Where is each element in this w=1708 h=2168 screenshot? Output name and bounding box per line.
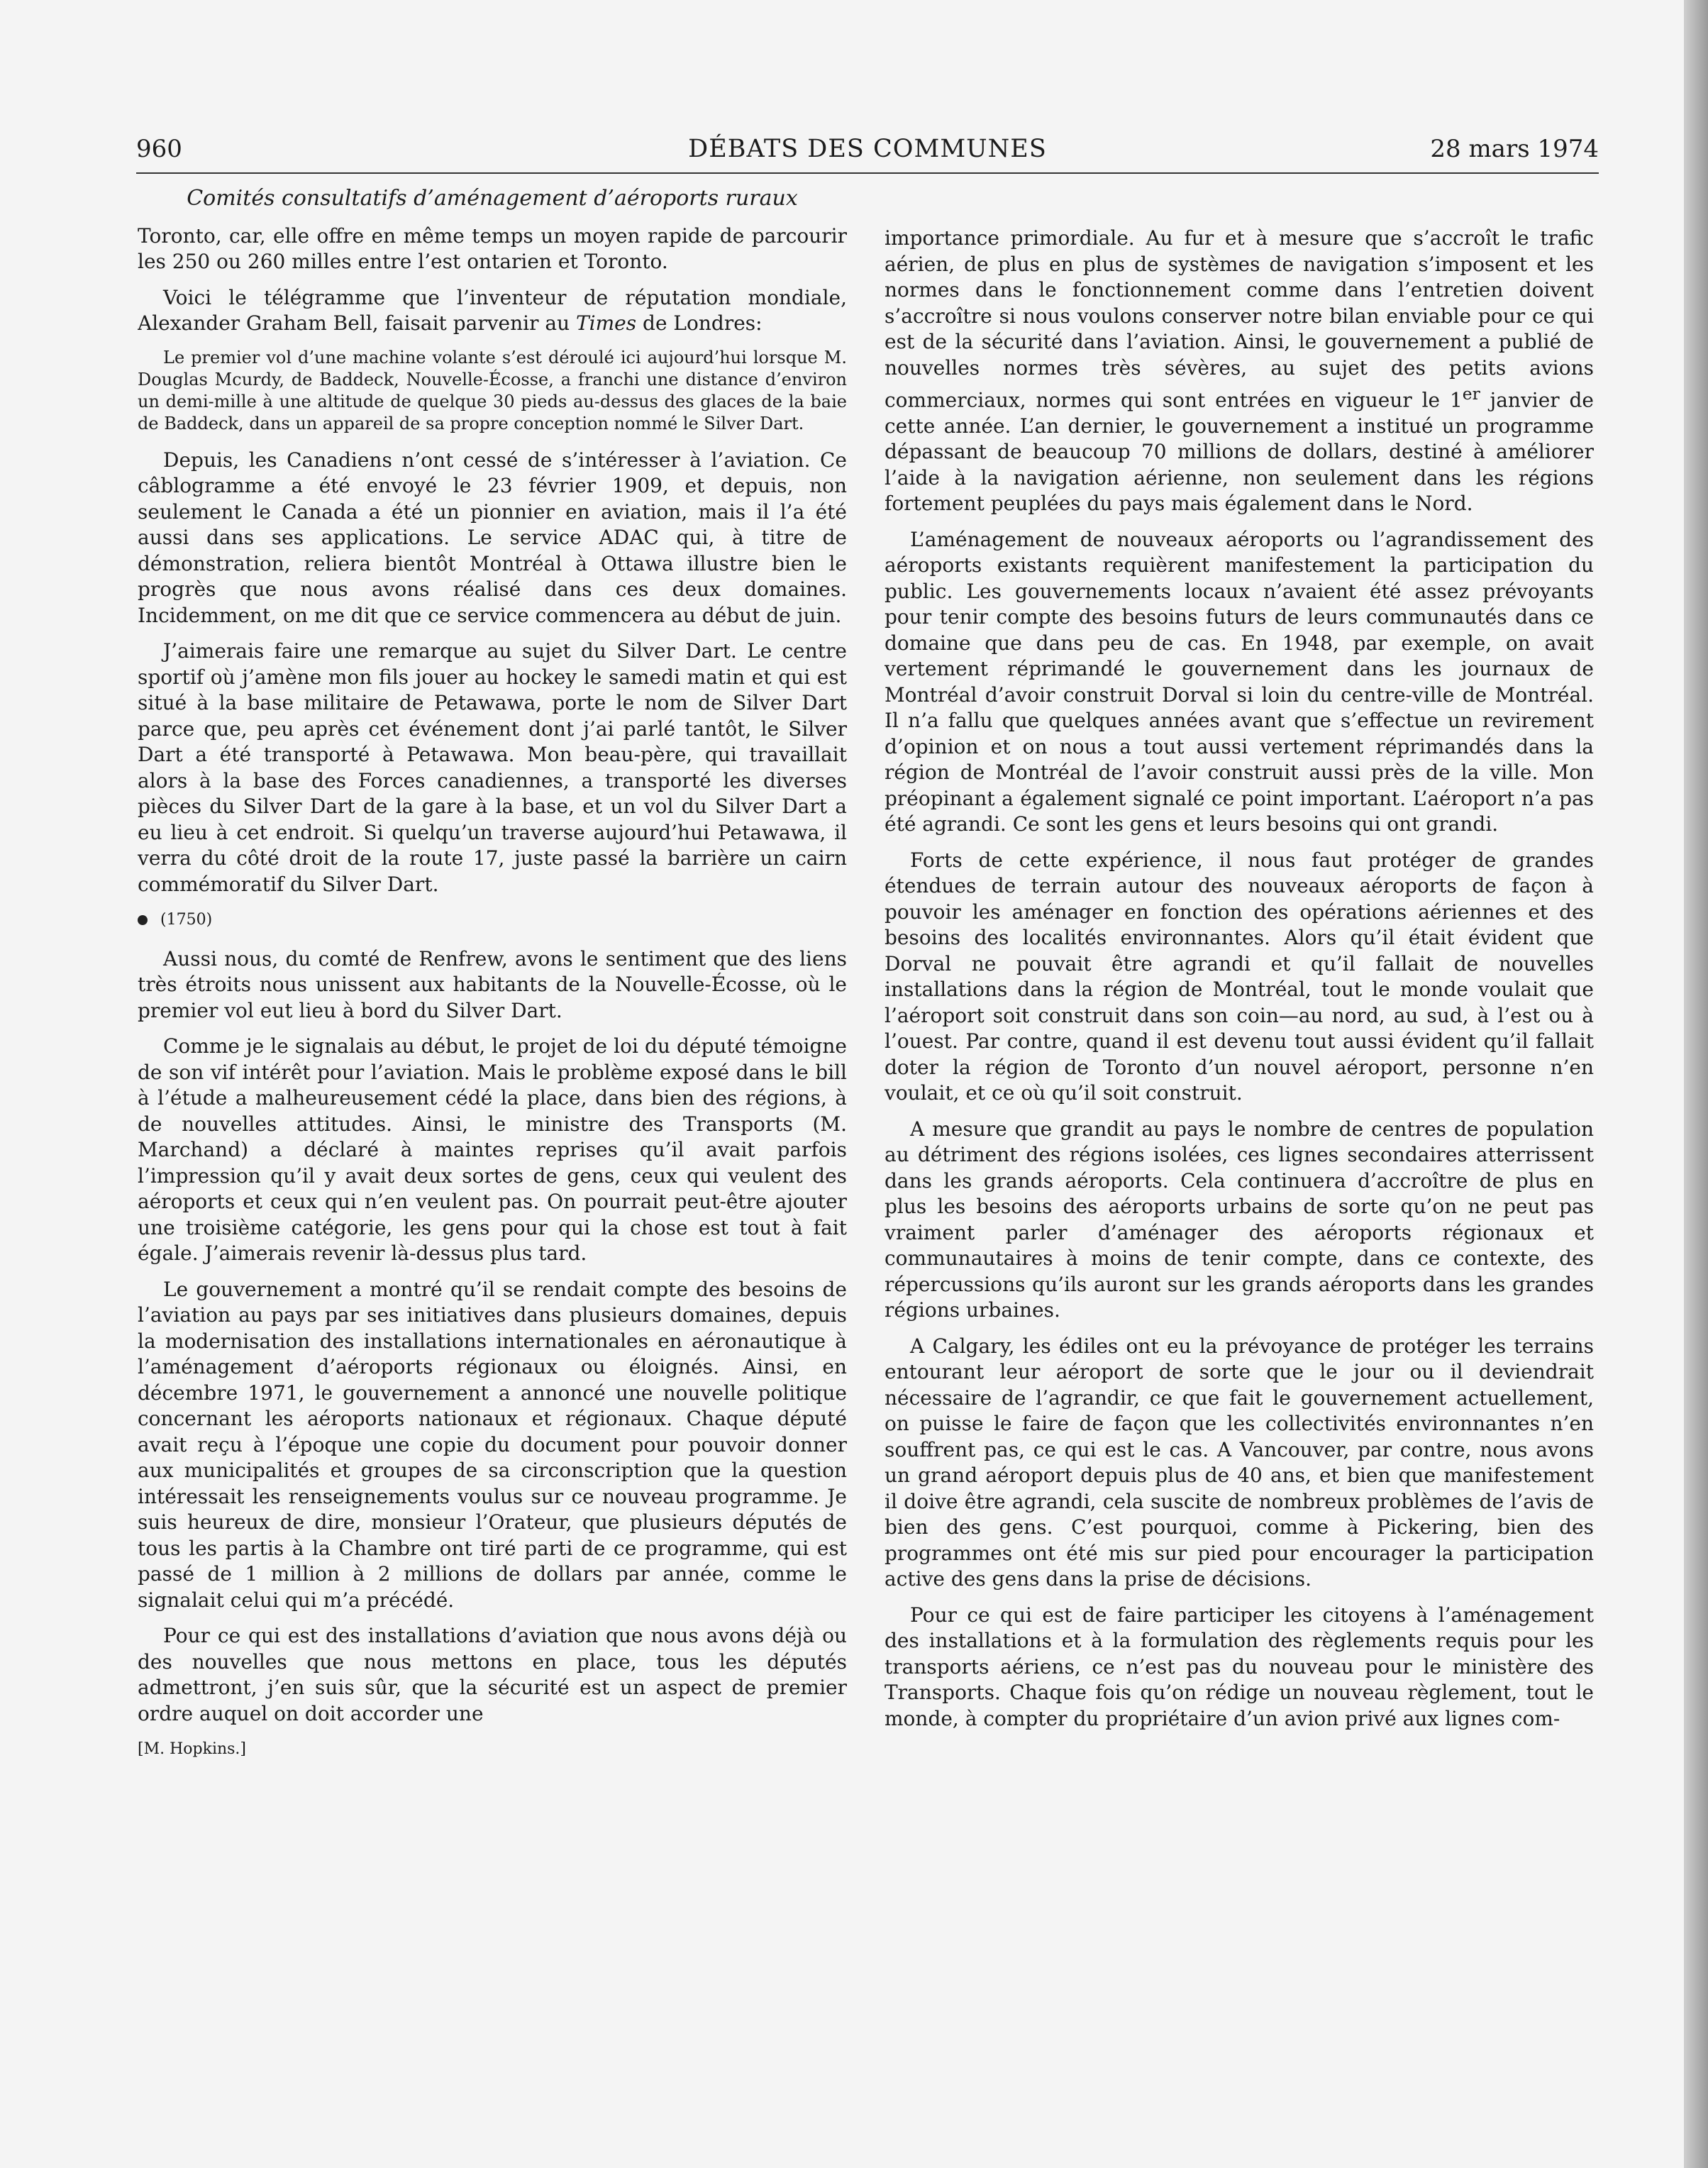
paragraph: Aussi nous, du comté de Renfrew, avons le sentiment que des liens très étroits nous unissent aux habitants de la Nouvelle-Écosse, où le premier vol eut lieu à bord du Silver Dart. <box>138 946 847 1022</box>
page-header <box>136 135 1599 172</box>
paragraph: Forts de cette expérience, il nous faut protéger de grandes étendues de terrain autour des nouveaux aéroports de façon à pouvoir les aménager en fonction des opérations aériennes et des besoins des localités environnantes. Alors qu’il était évident que Dorval ne pouvait être agrandi et qu’il fallait de nouvelles installations dans la région de Montréal, tout le monde voulait que l’aéroport soit construit dans son coin—au nord, au sud, à l’est ou à l’ouest. Par contre, quand il est devenu tout aussi évident qu’il fallait doter la région de Toronto d’un nouvel aéroport, personne n’en voulait, et ce où qu’il soit construit. <box>884 848 1594 1105</box>
timestamp: (1750) <box>138 907 847 934</box>
right-column <box>884 226 1594 2113</box>
paragraph: Toronto, car, elle offre en même temps un moyen rapide de parcourir les 250 ou 260 milles entre l’est ontarien et Toronto. <box>138 223 847 273</box>
header-rule <box>136 172 1599 174</box>
paragraph: importance primordiale. Au fur et à mesure que s’accroît le trafic aérien, de plus en plus de systèmes de navigation s’imposent et les normes dans le fonctionnement comme dans l’entretien doivent s’accroître si nous voulons conserver notre bilan enviable pour ce qui est de la sécurité dans l’aviation. Ainsi, le gouvernement a publié de nouvelles normes très sévères, au sujet des petits avions commerciaux, normes qui sont entrées en vigueur le 1er janvier de cette année. L’an dernier, le gouvernement a institué un programme dépassant de beaucoup 70 millions de dollars, destiné à améliorer l’aide à la navigation aérienne, non seulement dans les régions fortement peuplées du pays mais également dans le Nord. <box>884 226 1594 516</box>
paragraph: Voici le télégramme que l’inventeur de réputation mondiale, Alexander Graham Bell, faisait parvenir au Times de Londres: <box>138 285 847 335</box>
paragraph: Depuis, les Canadiens n’ont cessé de s’intéresser à l’aviation. Ce câblogramme a été envoyé le 23 février 1909, et depuis, non seulement le Canada a été un pionnier en aviation, mais il l’a été aussi dans ses applications. Le service ADAC qui, à titre de démonstration, reliera bientôt Montréal à Ottawa illustre bien le progrès que nous avons réalisé dans ces deux domaines. Incidemment, on me dit que ce service commencera au début de juin. <box>138 448 847 627</box>
publication-title: DÉBATS DES COMMUNES <box>688 135 1047 163</box>
section-title: Comités consultatifs d’aménagement d’aéroports ruraux <box>187 186 798 211</box>
speaker-signature: [M. Hopkins.] <box>138 1740 247 1758</box>
paragraph: J’aimerais faire une remarque au sujet du Silver Dart. Le centre sportif où j’amène mon fils jouer au hockey le samedi matin et qui est situé à la base militaire de Petawawa, porte le nom de Silver Dart parce que, peu après cet événement dont j’ai parlé tantôt, le Silver Dart a été transporté à Petawawa. Mon beau-père, qui travaillait alors à la base des Forces canadiennes, a transporté les diverses pièces du Silver Dart de la gare à la base, et un vol du Silver Dart a eu lieu à cet endroit. Si quelqu’un traverse aujourd’hui Petawawa, il verra du côté droit de la route 17, juste passé la barrière un cairn commémoratif du Silver Dart. <box>138 639 847 896</box>
paragraph: A Calgary, les édiles ont eu la prévoyance de protéger les terrains entourant leur aéroport de sorte que le jour ou il deviendrait nécessaire de l’agrandir, ce que fait le gouvernement actuellement, on puisse le faire de façon que les collectivités environnantes n’en souffrent pas, ce qui est le cas. A Vancouver, par contre, nous avons un grand aéroport depuis plus de 40 ans, et bien que manifestement il doive être agrandi, cela suscite de nombreux problèmes de l’avis de bien des gens. C’est pourquoi, comme à Pickering, bien des programmes ont été mis sur pied pour encourager la participation active des gens dans la prise de décisions. <box>884 1334 1594 1591</box>
paragraph: Comme je le signalais au début, le projet de loi du député témoigne de son vif intérêt pour l’aviation. Mais le problème exposé dans le bill à l’étude a malheureusement cédé la place, dans bien des régions, à de nouvelles attitudes. Ainsi, le ministre des Transports (M. Marchand) a déclaré à maintes reprises qu’il avait parfois l’impression qu’il y avait deux sortes de gens, ceux qui veulent des aéroports et ceux qui n’en veulent pas. On pourrait peut-être ajouter une troisième catégorie, les gens pour qui la chose est tout à fait égale. J’aimerais revenir là-dessus plus tard. <box>138 1034 847 1265</box>
telegram-quote: Le premier vol d’une machine volante s’est déroulé ici aujourd’hui lorsque M. Douglas Mcurdy, de Baddeck, Nouvelle-Écosse, a franchi une distance d’environ un demi-mille à une altitude de quelque 30 pieds au-dessus des glaces de la baie de Baddeck, dans un appareil de sa propre conception nommé le Silver Dart. <box>138 347 847 433</box>
bullet-icon <box>138 915 148 925</box>
paragraph: A mesure que grandit au pays le nombre de centres de population au détriment des régions isolées, ces lignes secondaires atterrissent dans les grands aéroports. Cela continuera d’accroître de plus en plus les besoins des aéroports urbains de sorte qu’on ne peut pas vraiment parler d’aménager des aéroports régionaux et communautaires à moins de tenir compte, dans ce contexte, des répercussions qu’ils auront sur les grands aéroports dans les grandes régions urbaines. <box>884 1117 1594 1322</box>
page-number: 960 <box>136 135 182 163</box>
scan-edge <box>1684 0 1708 2168</box>
issue-date: 28 mars 1974 <box>1430 135 1599 163</box>
paragraph: Pour ce qui est de faire participer les citoyens à l’aménagement des installations et à la formulation des règlements requis pour les transports aériens, ce n’est pas du nouveau pour le ministère des Transports. Chaque fois qu’on rédige un nouveau règlement, tout le monde, à compter du propriétaire d’un avion privé aux lignes com- <box>884 1603 1594 1730</box>
left-column <box>138 186 847 2073</box>
paragraph: L’aménagement de nouveaux aéroports ou l’agrandissement des aéroports existants requièrent manifestement la participation du public. Les gouvernements locaux n’avaient été assez prévoyants pour tenir compte des besoins futurs de leurs communautés dans ce domaine que dans peu de cas. En 1948, par exemple, on avait vertement réprimandé le gouvernement dans les journaux de Montréal d’avoir construit Dorval si loin du centre-ville de Montréal. Il n’a fallu que quelques années avant que s’effectue un revirement d’opinion et on nous a tout aussi vertement réprimandés dans la région de Montréal de l’avoir construit aussi près de la ville. Mon préopinant a également signalé ce point important. L’aéroport n’a pas été agrandi. Ce sont les gens et leurs besoins qui ont grandi. <box>884 527 1594 836</box>
paragraph: Le gouvernement a montré qu’il se rendait compte des besoins de l’aviation au pays par ses initiatives dans plusieurs domaines, depuis la modernisation des installations internationales en aéronautique à l’aménagement d’aéroports régionaux ou éloignés. Ainsi, en décembre 1971, le gouvernement a annoncé une nouvelle politique concernant les aéroports nationaux et régionaux. Chaque député avait reçu à l’époque une copie du document pour pouvoir donner aux municipalités et groupes de sa circonscription que la question intéressait les renseignements voulus sur ce nouveau programme. Je suis heureux de dire, monsieur l’Orateur, que plusieurs députés de tous les partis à la Chambre ont tiré parti de ce programme, qui est passé de 1 million à 2 millions de dollars par année, comme le signalait celui qui m’a précédé. <box>138 1277 847 1612</box>
paragraph: Pour ce qui est des installations d’aviation que nous avons déjà ou des nouvelles que nous mettons en place, tous les députés admettront, j’en suis sûr, que la sécurité est un aspect de premier ordre auquel on doit accorder une <box>138 1624 847 1725</box>
